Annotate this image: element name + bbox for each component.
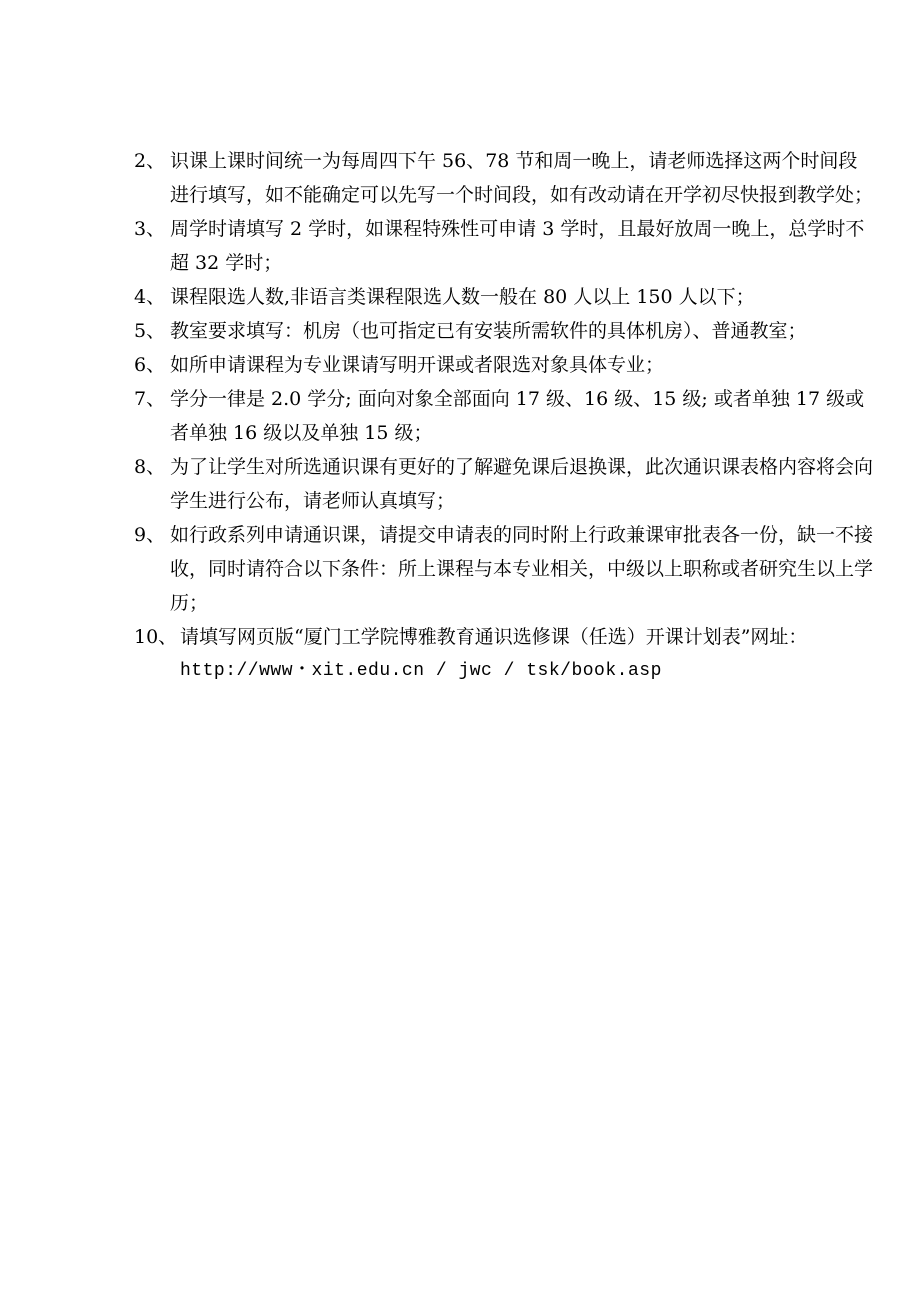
- instruction-list: [134, 144, 874, 688]
- item-text: 如所申请课程为专业课请写明开课或者限选对象具体专业；: [170, 354, 665, 376]
- list-item: [134, 314, 874, 348]
- list-item: [134, 348, 874, 382]
- item-text: 教室要求填写：机房（也可指定已有安装所需软件的具体机房）、普通教室；: [170, 320, 807, 342]
- item-number: 2、: [134, 150, 166, 172]
- item-number: 9、: [134, 524, 166, 546]
- list-item: [134, 518, 874, 620]
- item-text: 请填写网页版“厦门工学院博雅教育通识选修课（任选）开课计划表”网址：: [180, 626, 808, 648]
- item-number: 6、: [134, 354, 166, 376]
- item-text: 周学时请填写 2 学时，如课程特殊性可申请 3 学时，且最好放周一晚上，总学时不超 32 学时；: [170, 218, 865, 274]
- list-item: [134, 620, 874, 654]
- item-number: 3、: [134, 218, 166, 240]
- item-number: 7、: [134, 388, 166, 410]
- item-text: 课程限选人数,非语言类课程限选人数一般在 80 人以上 150 人以下；: [170, 286, 755, 308]
- list-item: [134, 212, 874, 280]
- item-text: 识课上课时间统一为每周四下午 56、78 节和周一晚上，请老师选择这两个时间段进行填写，如不能确定可以先写一个时间段，如有改动请在开学初尽快报到教学处；: [170, 150, 874, 206]
- website-url: http://www・xit.edu.cn / jwc / tsk/book.asp: [180, 661, 662, 681]
- list-item: [134, 382, 874, 450]
- list-item: [134, 280, 874, 314]
- list-item: [134, 144, 874, 212]
- item-text: 为了让学生对所选通识课有更好的了解避免课后退换课，此次通识课表格内容将会向学生进行公布，请老师认真填写；: [170, 456, 874, 512]
- list-item: [134, 450, 874, 518]
- item-text: 学分一律是 2.0 学分; 面向对象全部面向 17 级、16 级、15 级; 或者单独 17 级或者单独 16 级以及单独 15 级；: [170, 388, 865, 444]
- item-number: 4、: [134, 286, 166, 308]
- item-number: 8、: [134, 456, 166, 478]
- item-number: 5、: [134, 320, 166, 342]
- item-text: 如行政系列申请通识课，请提交申请表的同时附上行政兼课审批表各一份，缺一不接收，同时请符合以下条件：所上课程与本专业相关，中级以上职称或者研究生以上学历；: [170, 524, 874, 614]
- item-number: 10、: [134, 626, 178, 648]
